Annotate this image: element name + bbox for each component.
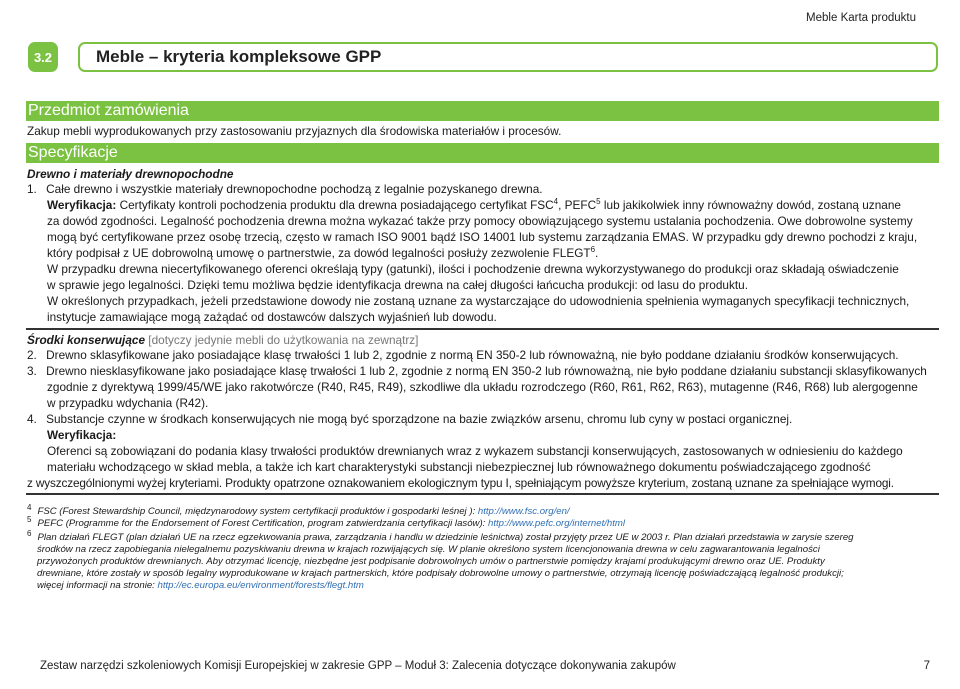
footnote-link[interactable]: http://www.fsc.org/en/ bbox=[477, 506, 570, 517]
footnote-text: FSC (Forest Stewardship Council, międzynarodowy system certyfikacji produktów i gospodarki leśnej ): bbox=[37, 506, 478, 517]
footnote-6 bbox=[27, 528, 854, 544]
footnote-text: więcej informacji na stronie: bbox=[37, 580, 158, 591]
item-number: 1. bbox=[27, 182, 37, 196]
preservatives-note: [dotyczy jedynie mebli do użytkowania na zewnątrz] bbox=[145, 333, 419, 347]
verification-line-1 bbox=[47, 198, 901, 213]
footnote-text: PEFC (Programme for the Endorsement of Forest Certification, program zatwierdzania certyfikacji lasów): bbox=[37, 518, 488, 529]
item-text: Całe drewno i wszystkie materiały drewnopochodne pochodzą z legalnie pozyskanego drewna. bbox=[46, 182, 543, 196]
footnote-4 bbox=[27, 502, 570, 518]
item-number: 3. bbox=[27, 364, 37, 378]
item-number: 2. bbox=[27, 348, 37, 362]
footnote-6-cont: środków na rzecz zapobiegania nielegalnemu pozyskiwaniu drewna w krajach rozwijających się. W planie określono system licencjonowania drewna w celu zagwarantowania legalności bbox=[37, 544, 820, 555]
verification-line-1: Oferenci są zobowiązani do podania klasy trwałości produktów drewnianych wraz z wykazem substancji konserwujących, zastosowanych w odniesieniu do każdego bbox=[47, 444, 903, 458]
verification-line-6: w sprawie jego legalności. Dzięki temu możliwa będzie identyfikacja drewna na całej długości łańcucha produkcji: od lasu do produktu. bbox=[47, 278, 748, 292]
spec-item-3 bbox=[27, 364, 927, 379]
footnote-ref-6: 6 bbox=[590, 245, 596, 255]
spec-item-4 bbox=[27, 412, 792, 427]
footnote-6-cont: drewniane, które zostały w sposób legalny wyprodukowane w krajach partnerskich, które podpisały dobrowolne umowy o partnerstwie, otrzymają licencję poświadczającą legalność produkcji; bbox=[37, 568, 844, 579]
spec-item-1 bbox=[27, 182, 543, 197]
footnote-link[interactable]: http://ec.europa.eu/environment/forests/flegt.htm bbox=[157, 580, 364, 591]
spec-item-2 bbox=[27, 348, 899, 363]
subject-heading-band bbox=[26, 101, 939, 121]
verification-text: lub jakikolwiek inny równoważny dowód, zostaną uznane bbox=[600, 198, 901, 212]
verification-line-3: mogą być certyfikowane przez osobę trzecią, często w ramach ISO 9001 bądź ISO 14001 lub systemu zarządzania EMAS. W przypadku gdy drewno pochodzi z kraju, bbox=[47, 230, 918, 244]
subject-heading: Przedmiot zamówienia bbox=[28, 102, 189, 119]
spec-item-3-cont: zgodnie z dyrektywą 1999/45/WE jako rakotwórcze (R40, R45, R49), szkodliwe dla układu rozrodczego (R60, R61, R62, R63), mutagenne (R46, R68) lub alergogenne bbox=[47, 380, 918, 394]
item-text: Drewno sklasyfikowane jako posiadające klasę trwałości 1 lub 2, zgodnie z normą EN 350-2 lub równoważną, nie było poddane działaniu środków konserwujących. bbox=[46, 348, 899, 362]
verification-line-5: W przypadku drewna niecertyfikowanego oferenci określają typy (gatunki), ilości i pochodzenie drewna wykorzystywanego do produkcji oraz składają oświadczenie bbox=[47, 262, 899, 276]
preservatives-heading-line bbox=[27, 333, 418, 348]
page-number: 7 bbox=[923, 660, 930, 672]
verification-line-2: materiału wchodzącego w skład mebla, a także ich kart charakterystyki substancji niebezpiecznej lub równoważnego dokumentu poświadczającego zgodność bbox=[47, 460, 871, 474]
spec-item-3-cont: w przypadku wdychania (R42). bbox=[47, 396, 209, 410]
verification-label: Weryfikacja: bbox=[47, 198, 117, 212]
verification-line-8: instytucje zamawiające mogą zażądać od dostawców dalszych wyjaśnień lub dowodu. bbox=[47, 310, 497, 324]
footnote-6-cont bbox=[37, 580, 364, 592]
wood-subheading: Drewno i materiały drewnopochodne bbox=[27, 167, 234, 181]
preservatives-heading: Środki konserwujące bbox=[27, 333, 146, 347]
footnote-5 bbox=[27, 514, 626, 530]
footnote-number: 4 bbox=[27, 502, 32, 512]
verification-line-7: W określonych przypadkach, jeżeli przedstawione dowody nie zostaną uznane za wystarczające do udowodnienia spełnienia wymaganych specyfikacji technicznych, bbox=[47, 294, 910, 308]
verification-line-2: za dowód zgodności. Legalność pochodzenia drewna można wykazać także przy pomocy obowiązującego systemu ustalania pochodzenia. Owe dobrowolne systemy bbox=[47, 214, 913, 228]
footnote-link[interactable]: http://www.pefc.org/internet/html bbox=[488, 518, 626, 529]
verification-text: , PEFC bbox=[558, 198, 597, 212]
specs-heading: Specyfikacje bbox=[28, 144, 118, 161]
verification-label: Weryfikacja: bbox=[47, 428, 117, 442]
verification-line-4 bbox=[47, 246, 598, 261]
running-header: Meble Karta produktu bbox=[806, 12, 916, 24]
item-number: 4. bbox=[27, 412, 37, 426]
specs-heading-band bbox=[26, 143, 939, 163]
footnote-6-cont: przywożonych produktów drewnianych. Aby otrzymać licencję, niezbędne jest podpisanie dobrowolnych umów o partnerstwie pomiędzy krajami produkującymi drewno oraz UE. Produkty bbox=[37, 556, 825, 567]
subject-text: Zakup mebli wyprodukowanych przy zastosowaniu przyjaznych dla środowiska materiałów i procesów. bbox=[27, 124, 562, 138]
footnote-ref-5: 5 bbox=[596, 197, 601, 207]
section-divider-bottom bbox=[26, 493, 939, 495]
item-text: Substancje czynne w środkach konserwujących nie mogą być sporządzone na bazie związków arsenu, chromu lub cyny w postaci organicznej. bbox=[46, 412, 793, 426]
verification-text: który podpisał z UE dobrowolną umowę o partnerstwie, za dowód legalności posłuży zezwolenie FLEGT bbox=[47, 246, 591, 260]
page-footer: Zestaw narzędzi szkoleniowych Komisji Europejskiej w zakresie GPP – Moduł 3: Zalecenia dotyczące dokonywania zakupów bbox=[40, 660, 676, 672]
item-text: Drewno niesklasyfikowane jako posiadające klasę trwałości 1 lub 2, zgodnie z normą EN 350-2 lub równoważną, nie było poddane działaniu substancji sklasyfikowanych bbox=[46, 364, 927, 378]
verification-text: Certyfikaty kontroli pochodzenia produktu dla drewna posiadającego certyfikat FSC bbox=[116, 198, 554, 212]
footnote-text: Plan działań FLEGT (plan działań UE na rzecz egzekwowania prawa, zarządzania i handlu w dziedzinie leśnictwa) został przyjęty przez UE w 2003 r. Plan działań przedstawia w zarysie szereg bbox=[37, 532, 854, 543]
section-divider bbox=[26, 328, 939, 330]
section-title-box bbox=[78, 42, 938, 72]
verification-text: . bbox=[595, 246, 599, 260]
footnote-number: 6 bbox=[27, 528, 32, 538]
section-number-badge: 3.2 bbox=[28, 42, 58, 72]
verification-line-3: z wyszczególnionymi wyżej kryteriami. Produkty opatrzone oznakowaniem ekologicznym typu I, spełniającym powyższe kryterium, zostaną uznane za spełniające wymogi. bbox=[27, 476, 894, 490]
section-title: Meble – kryteria kompleksowe GPP bbox=[96, 47, 382, 66]
footnote-ref-4: 4 bbox=[553, 197, 559, 207]
footnote-number: 5 bbox=[27, 514, 32, 524]
